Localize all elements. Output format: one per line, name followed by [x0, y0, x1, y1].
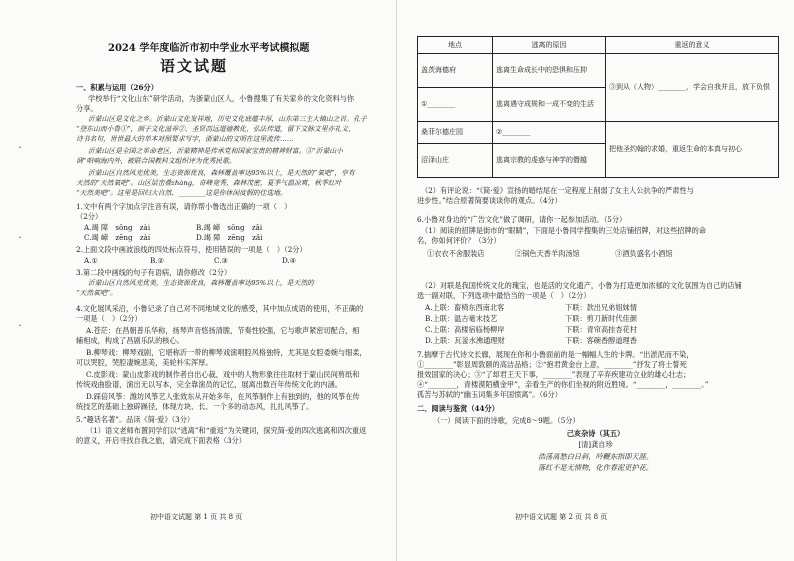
passage-line: 天然的“天然氧吧”。山区层峦叠zhàng，奇峰竞秀，森林茂密，夏季气温凉爽，秋季红叶 [76, 179, 342, 187]
question-5: 5.“趣话名著”。品读《简·爱》（3分） [76, 415, 195, 424]
section-heading: 一、积累与运用（26分） [76, 83, 158, 92]
question-5-2: （2）有评论说：“《简·爱》宣扬的婚结尾在一定程度上削弱了女主人公抗争的严肃性与 [421, 186, 694, 195]
question-5-text: 的意义，开启寻找自我之旅，请完成下面表格（3分） [76, 436, 246, 445]
option-c[interactable]: C.③ [214, 256, 228, 265]
passage-line: 沂蒙山区自然风光优美，生态资源优良，森林覆盖率达95%以上，是天然的“氧吧”，享有 [88, 169, 355, 177]
page-footer: 初中语文试题 第 1 页 共 8 页 [150, 513, 243, 521]
table-cell: 盖茨海德府 [418, 54, 493, 88]
passage-line: “登东山而小鲁①”，颜子文化滋养②、圣贤高远道德教化，弘法传道，留下文脉文里亦礼义、 [76, 125, 355, 133]
sign-option: ③酒负盛名小酒馆 [615, 249, 673, 258]
option-b[interactable]: B.柳琴戏：柳琴戏剧，它堪称沂一带的柳琴戏演唱腔风格独特，尤其是女腔委婉与细柔， [86, 348, 367, 357]
option-d[interactable]: D.④ [282, 256, 297, 265]
question-7: 孤苦与苏轼的“幽玉词集多年国愤离”。（6分） [417, 390, 562, 399]
option-text: 统技艺的基础上独辟蹊径，体现方块、长、一个多的动态风，扎扎风筝了。 [76, 402, 314, 411]
passage-line: 调”唱响海内外，被联合国教科文组织评为优秀民歌。 [76, 157, 236, 165]
question-5-2: 进步性。”结合原著简要谈谈你的观点。（4分） [417, 196, 562, 205]
question-4: 一项是（ ）（2分） [76, 314, 142, 323]
table-cell: 桑菲尔德庄园 [418, 122, 493, 144]
couplet-upper[interactable]: A.上联：畜椅东西南北客 [425, 303, 505, 312]
couplet-upper[interactable]: B.上联：温古毫末技艺 [425, 314, 498, 323]
reading-instruction: （一）阅读下面的诗歌，完成8～9题。（5分） [433, 416, 580, 425]
intro-line: 分享。 [76, 104, 98, 113]
jane-eyre-table [417, 36, 779, 178]
question-1: 1.文中有两个字加点字注音有误，请你帮小鲁选出正确的一项（ ） [76, 202, 292, 211]
answer-cell[interactable]: ③到从（人物）________，学会自我并且，放下负恨 [606, 54, 779, 122]
question-7: ④“________，青楼漠陌横金甲”，亲看生产的你们坐视的附近胜境。“________，________。” [417, 380, 709, 389]
question-6-1: 名，你如何评价？（3分） [417, 236, 501, 245]
option-text: 可以哭腔，哭腔凄婉悲美，美轮朴实浑厚。 [76, 358, 213, 367]
couplet-lower: 下联：客碗香醇道理香 [565, 336, 637, 345]
couplet-lower: 下联：青帘高挂杏花村 [565, 325, 637, 334]
exam-page-2 [397, 0, 794, 561]
passage-line: 沂蒙山区是文化之乡。沂蒙山文化发祥地，历史文化底蕴丰厚，山东第三主大镇山之首。孔子 [88, 115, 367, 123]
couplet-upper[interactable]: D.上联：瓦釜水沸通理财 [425, 336, 505, 345]
poem-title: 己亥杂诗（其五） [566, 429, 625, 438]
couplet-lower: 下联：剪刀新时代佳颜 [565, 314, 637, 323]
table-cell: 逃离遇守成规和一成不变的生活 [493, 88, 606, 122]
table-header: 重返的意义 [606, 37, 779, 54]
question-7: ①________”彰显周敦颐的高洁品格；②“抱君黄金台上意，________”抒发了将士誓死 [417, 360, 687, 369]
option-a[interactable]: A.① [84, 256, 98, 265]
margin-mark: ˇ [18, 236, 22, 245]
poem-line: 落红不是无情物，化作春泥更护花。 [537, 463, 653, 472]
option-b[interactable]: B.竭 嶂 sōng zǎi [196, 223, 263, 232]
sign-option: ②锅色天香羊肉汤馆 [515, 249, 580, 258]
intro-line: 学校举行“文化山东”研学活动，为浙蒙山区人，小鲁搜集了有关家乡的文化资料与你 [88, 94, 355, 103]
table-cell: 逃离生命成长中的恐惧和压抑 [493, 54, 606, 88]
option-text: 辅相成，构成了昌剧乐队的核心。 [76, 336, 184, 345]
sign-option: ①衣衣不舍服装店 [427, 249, 485, 258]
question-6-2: （2）对联是我国传统文化的瑰宝，也是活的文化遗产，小鲁为打造更加浓郁的文化氛围为自己的店铺 [421, 281, 742, 290]
option-a[interactable]: A.苍茫：在昌朝普乐华称，扬琴声音悠扬清脆，节奏性较强，它与歌声紧密切配合，相 [86, 326, 360, 335]
margin-mark: ˇ [18, 146, 22, 155]
option-b[interactable]: B.② [150, 256, 165, 265]
table-header-row [418, 37, 779, 54]
question-5-text: （1）语文老师布置同学们以“逃离”和“重返”为关键词，探究简·爱的四次逃离和四次重返 [86, 426, 367, 435]
page-footer: 初中语文试题 第 2 页 共 8 页 [515, 513, 608, 521]
poem-author: [清]龚自珍 [578, 440, 613, 449]
passage-line: 诗书名句，世世最大的单本对照要求写字，浙蒙山的文明在这里流传…… [76, 135, 294, 143]
passage-line: “天然美吧”。这里是回归大自然、________这是你休闲度假的佳选地。 [76, 189, 287, 197]
table-cell: 逃离宗教的虔惑与神学的僭越 [493, 144, 606, 178]
couplet-upper[interactable]: C.上联：高楼宿临杨柳岸 [425, 325, 505, 334]
question-score: （2分） [76, 212, 103, 221]
table-row [418, 122, 779, 144]
question-6: 6.小鲁对身边的“广告文化”做了调研，请你一起参加活动。（5分） [417, 215, 627, 224]
question-6-2: 选一副对联，下列选项中最恰当的一项是（ ）（2分） [417, 291, 591, 300]
question-7: 报效国家的决心；③“了却君王天下事，________”表现了辛弃疾建功立业的雄心壮志； [417, 370, 691, 379]
answer-cell[interactable]: ②________ [493, 122, 606, 144]
couplet-lower: 下联：款出兄弟姐妹情 [565, 303, 637, 312]
table-header: 逃离的原因 [493, 37, 606, 54]
passage-line: 沂蒙山区自然风光优美，生态资源优良，森林覆盖率达95%以上，是天然的 [88, 279, 314, 287]
margin-mark: ˇ [18, 324, 22, 333]
option-a[interactable]: A.竭 障 sōng zài [84, 223, 151, 232]
passage-line: “天然氧吧”。 [76, 289, 117, 297]
answer-cell[interactable]: ①________ [418, 88, 493, 122]
table-cell: 把他圣约翰的求婚，重返生命的本真与初心 [606, 122, 779, 178]
option-text: 传统戏曲脸谱，演出无以写本，完全靠演员的记忆，展离出数百年传统文化的内涵。 [76, 380, 342, 389]
question-6-1: （1）阅读的招牌是街市的“眼睛”，下面是小鲁同学搜集的三处店铺招牌，对这些招牌的命 [421, 226, 707, 235]
question-4: 4.文化展风采沿，小鲁记录了自己对不同地域文化的感受，其中加点成语的使用，不正确的 [76, 304, 364, 313]
question-2: 2.上面文段中画波浪线的四处标点符号，使用错误的一项是（ ）（2分） [76, 245, 307, 254]
option-c[interactable]: C.竭 嶂 zēng zài [84, 233, 151, 242]
subject-title: 语文试题 [160, 57, 229, 75]
question-7: 7.揣摩于古代诗文长廊，展现在你和小鲁面前的是一幅幅人生的卡牌。“出淤泥而不染， [417, 350, 694, 359]
exam-header: 2024 学年度临沂市初中学业水平考试模拟题 [108, 43, 310, 54]
question-3: 3.第二段中画线的句子有语病，请你修改（2分） [76, 268, 232, 277]
option-d[interactable]: D.踩倍风筝：潍坊风筝艺人张效东从开始多年，在风筝制作上有独到的，他的风筝在传 [86, 392, 360, 401]
poem-line: 浩荡离愁白日斜，吟鞭东指即天涯。 [537, 452, 653, 461]
option-d[interactable]: D.竭 障 zēng zǎi [196, 233, 263, 242]
table-cell: 沼泽山庄 [418, 144, 493, 178]
passage-line: 沂蒙山区是全国之革命老区，沂蒙精神是传承党和国家宝贵的精神财富。③“沂蒙山小 [88, 147, 343, 155]
table-header: 地点 [418, 37, 493, 54]
section-heading: 二、阅读与鉴赏（44分） [417, 404, 499, 413]
option-c[interactable]: C.皮影戏：蒙山皮影戏的制作者自出心裁，戏中的人物形象往往取材于蒙山民间剪纸和 [86, 370, 360, 379]
table-row [418, 54, 779, 88]
